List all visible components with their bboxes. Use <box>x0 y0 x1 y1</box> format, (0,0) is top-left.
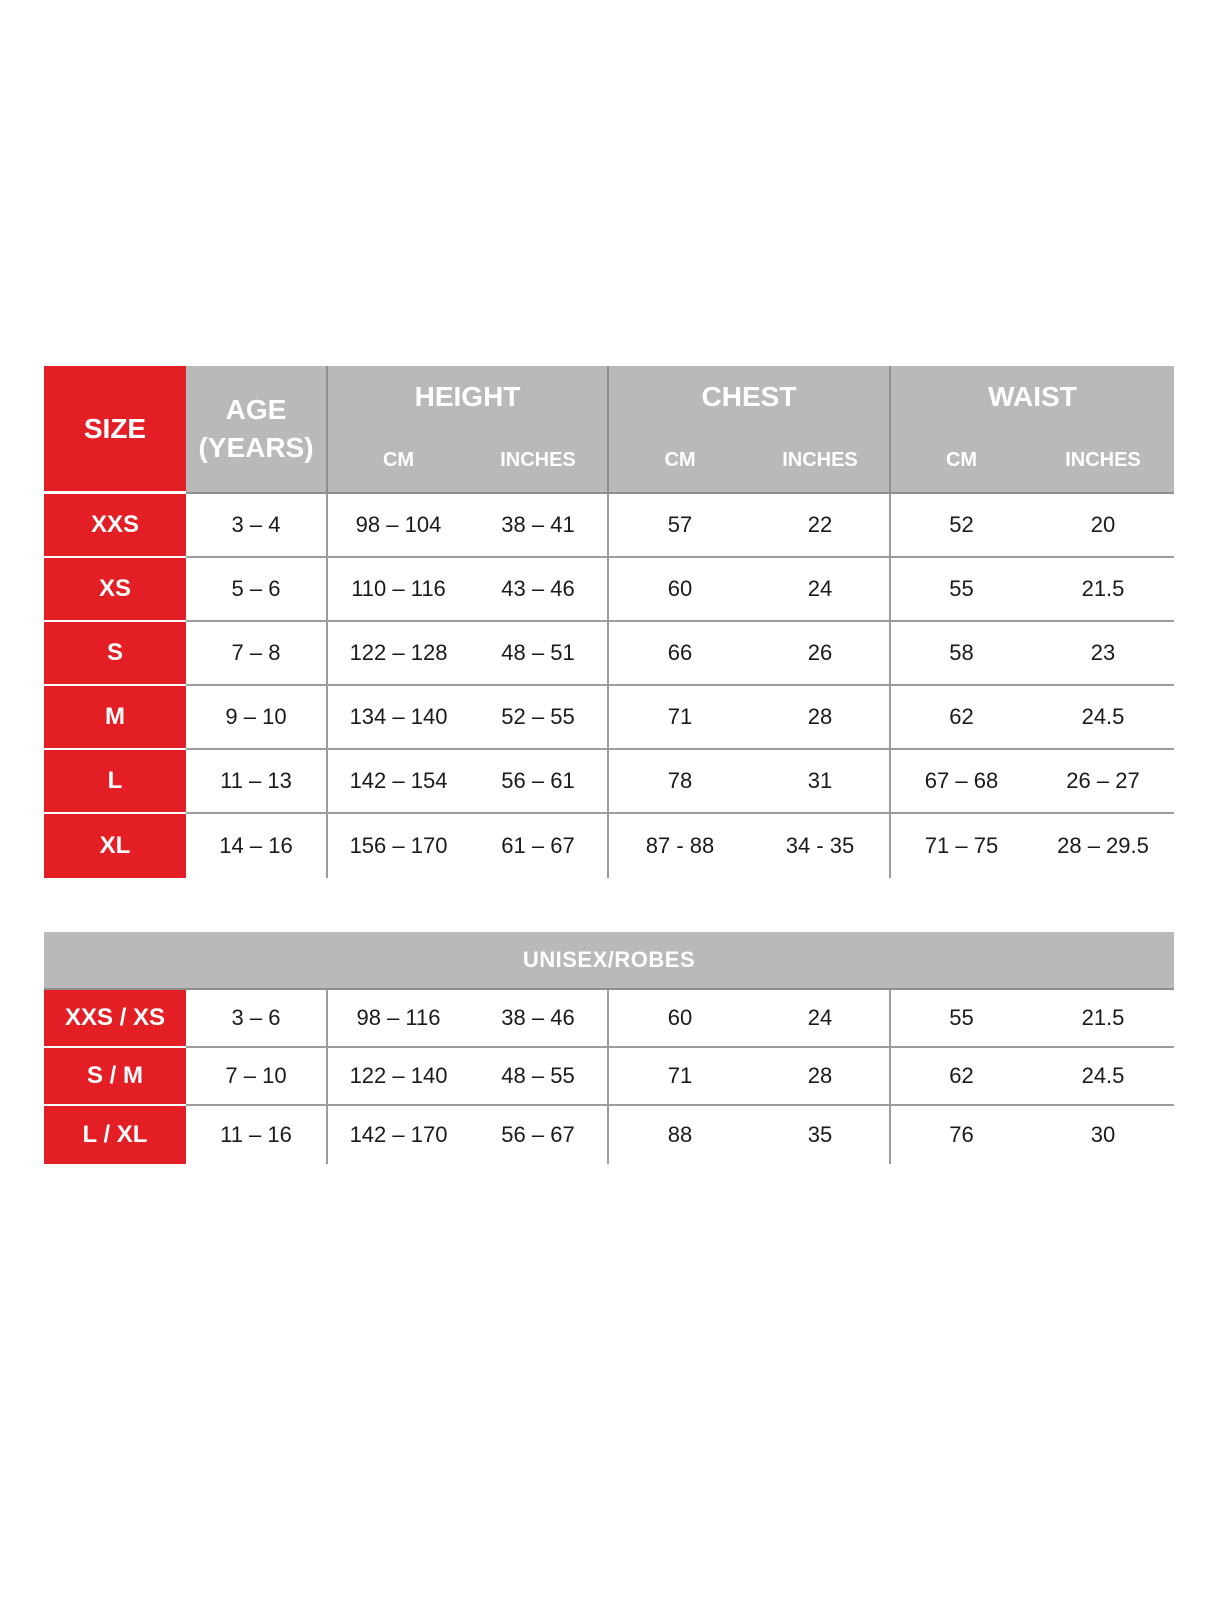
waist-inches-cell: 20 <box>1032 494 1174 558</box>
chest-inches-cell: 28 <box>751 686 891 750</box>
chest-inches-cell: 34 - 35 <box>751 814 891 878</box>
chest-inches-cell: 28 <box>751 1048 891 1106</box>
chest-inches-cell: 26 <box>751 622 891 686</box>
chest-cm-cell: 71 <box>609 1048 751 1106</box>
chest-inches-cell: 35 <box>751 1106 891 1164</box>
size-label: XXS <box>44 494 186 558</box>
age-cell: 3 – 4 <box>186 494 328 558</box>
chest-cm-cell: 78 <box>609 750 751 814</box>
header-height-inches: INCHES <box>469 428 609 494</box>
waist-cm-cell: 58 <box>891 622 1032 686</box>
age-cell: 5 – 6 <box>186 558 328 622</box>
size-label: XXS / XS <box>44 990 186 1048</box>
chest-cm-cell: 60 <box>609 990 751 1048</box>
chest-inches-cell: 22 <box>751 494 891 558</box>
size-label: L <box>44 750 186 814</box>
chest-inches-cell: 24 <box>751 558 891 622</box>
height-inches-cell: 38 – 41 <box>469 494 609 558</box>
age-cell: 7 – 10 <box>186 1048 328 1106</box>
header-height-cm: CM <box>328 428 469 494</box>
header-waist-cm: CM <box>891 428 1032 494</box>
height-inches-cell: 38 – 46 <box>469 990 609 1048</box>
chest-cm-cell: 88 <box>667 1122 693 1147</box>
header-age <box>186 366 328 494</box>
size-label: M <box>44 686 186 750</box>
waist-cm-cell: 62 <box>891 1048 1032 1106</box>
height-cm-cell: 156 – 170 <box>349 833 448 858</box>
waist-inches-cell: 23 <box>1032 622 1174 686</box>
waist-cm-cell: 67 – 68 <box>891 750 1032 814</box>
waist-cm-cell: 52 <box>891 494 1032 558</box>
size-label: XL <box>44 814 186 878</box>
waist-cm-cell: 55 <box>891 558 1032 622</box>
waist-inches-cell: 21.5 <box>1032 990 1174 1048</box>
unisex-size-table <box>44 932 1174 1164</box>
size-label: S / M <box>44 1048 186 1106</box>
height-inches-cell: 56 – 67 <box>469 1106 609 1164</box>
chest-cm-cell: 71 <box>609 686 751 750</box>
unisex-body <box>44 990 1174 1164</box>
header-size: SIZE <box>44 366 186 494</box>
chest-cm-cell: 87 - 88 <box>645 833 715 858</box>
height-inches-cell: 52 – 55 <box>469 686 609 750</box>
height-inches-cell: 48 – 51 <box>469 622 609 686</box>
size-label: XS <box>44 558 186 622</box>
size-label: S <box>44 622 186 686</box>
header-waist: WAIST <box>891 366 1174 428</box>
height-cm-cell: 134 – 140 <box>328 686 469 750</box>
age-cell: 14 – 16 <box>186 814 328 878</box>
header-height: HEIGHT <box>328 366 609 428</box>
age-cell: 9 – 10 <box>186 686 328 750</box>
header-age-line2: (YEARS) <box>198 432 314 463</box>
chest-inches-cell: 31 <box>751 750 891 814</box>
chest-inches-cell: 24 <box>751 990 891 1048</box>
header-age-line1: AGE <box>225 394 287 425</box>
waist-cm-cell: 62 <box>891 686 1032 750</box>
height-cm-cell: 122 – 128 <box>328 622 469 686</box>
waist-inches-cell: 21.5 <box>1032 558 1174 622</box>
height-inches-cell: 56 – 61 <box>469 750 609 814</box>
chest-cm-cell: 57 <box>609 494 751 558</box>
age-cell: 3 – 6 <box>186 990 328 1048</box>
waist-inches-cell: 26 – 27 <box>1032 750 1174 814</box>
size-chart-table <box>44 366 1174 878</box>
height-cm-cell: 110 – 116 <box>328 558 469 622</box>
height-inches-cell: 61 – 67 <box>469 814 609 878</box>
waist-cm-cell: 71 – 75 <box>924 833 999 858</box>
height-cm-cell: 98 – 116 <box>328 990 469 1048</box>
header-chest-cm: CM <box>609 428 751 494</box>
age-cell: 11 – 16 <box>186 1106 328 1164</box>
size-label: L / XL <box>44 1106 186 1164</box>
chest-cm-cell: 60 <box>609 558 751 622</box>
height-cm-cell: 122 – 140 <box>328 1048 469 1106</box>
unisex-title: UNISEX/ROBES <box>44 932 1174 990</box>
waist-cm-cell: 76 <box>949 1122 974 1147</box>
size-chart-header <box>44 366 1174 494</box>
age-cell: 11 – 13 <box>186 750 328 814</box>
header-chest: CHEST <box>609 366 891 428</box>
height-inches-cell: 48 – 55 <box>469 1048 609 1106</box>
height-cm-cell: 142 – 154 <box>328 750 469 814</box>
waist-cm-cell: 55 <box>891 990 1032 1048</box>
waist-inches-cell: 30 <box>1090 1122 1116 1147</box>
waist-inches-cell: 24.5 <box>1032 1048 1174 1106</box>
header-waist-inches: INCHES <box>1032 428 1174 494</box>
waist-inches-cell: 28 – 29.5 <box>1057 833 1149 858</box>
height-cm-cell: 98 – 104 <box>328 494 469 558</box>
header-chest-inches: INCHES <box>751 428 891 494</box>
height-cm-cell: 142 – 170 <box>349 1122 448 1147</box>
age-cell: 7 – 8 <box>186 622 328 686</box>
size-chart-body <box>44 494 1174 878</box>
height-inches-cell: 43 – 46 <box>469 558 609 622</box>
waist-inches-cell: 24.5 <box>1032 686 1174 750</box>
chest-cm-cell: 66 <box>609 622 751 686</box>
